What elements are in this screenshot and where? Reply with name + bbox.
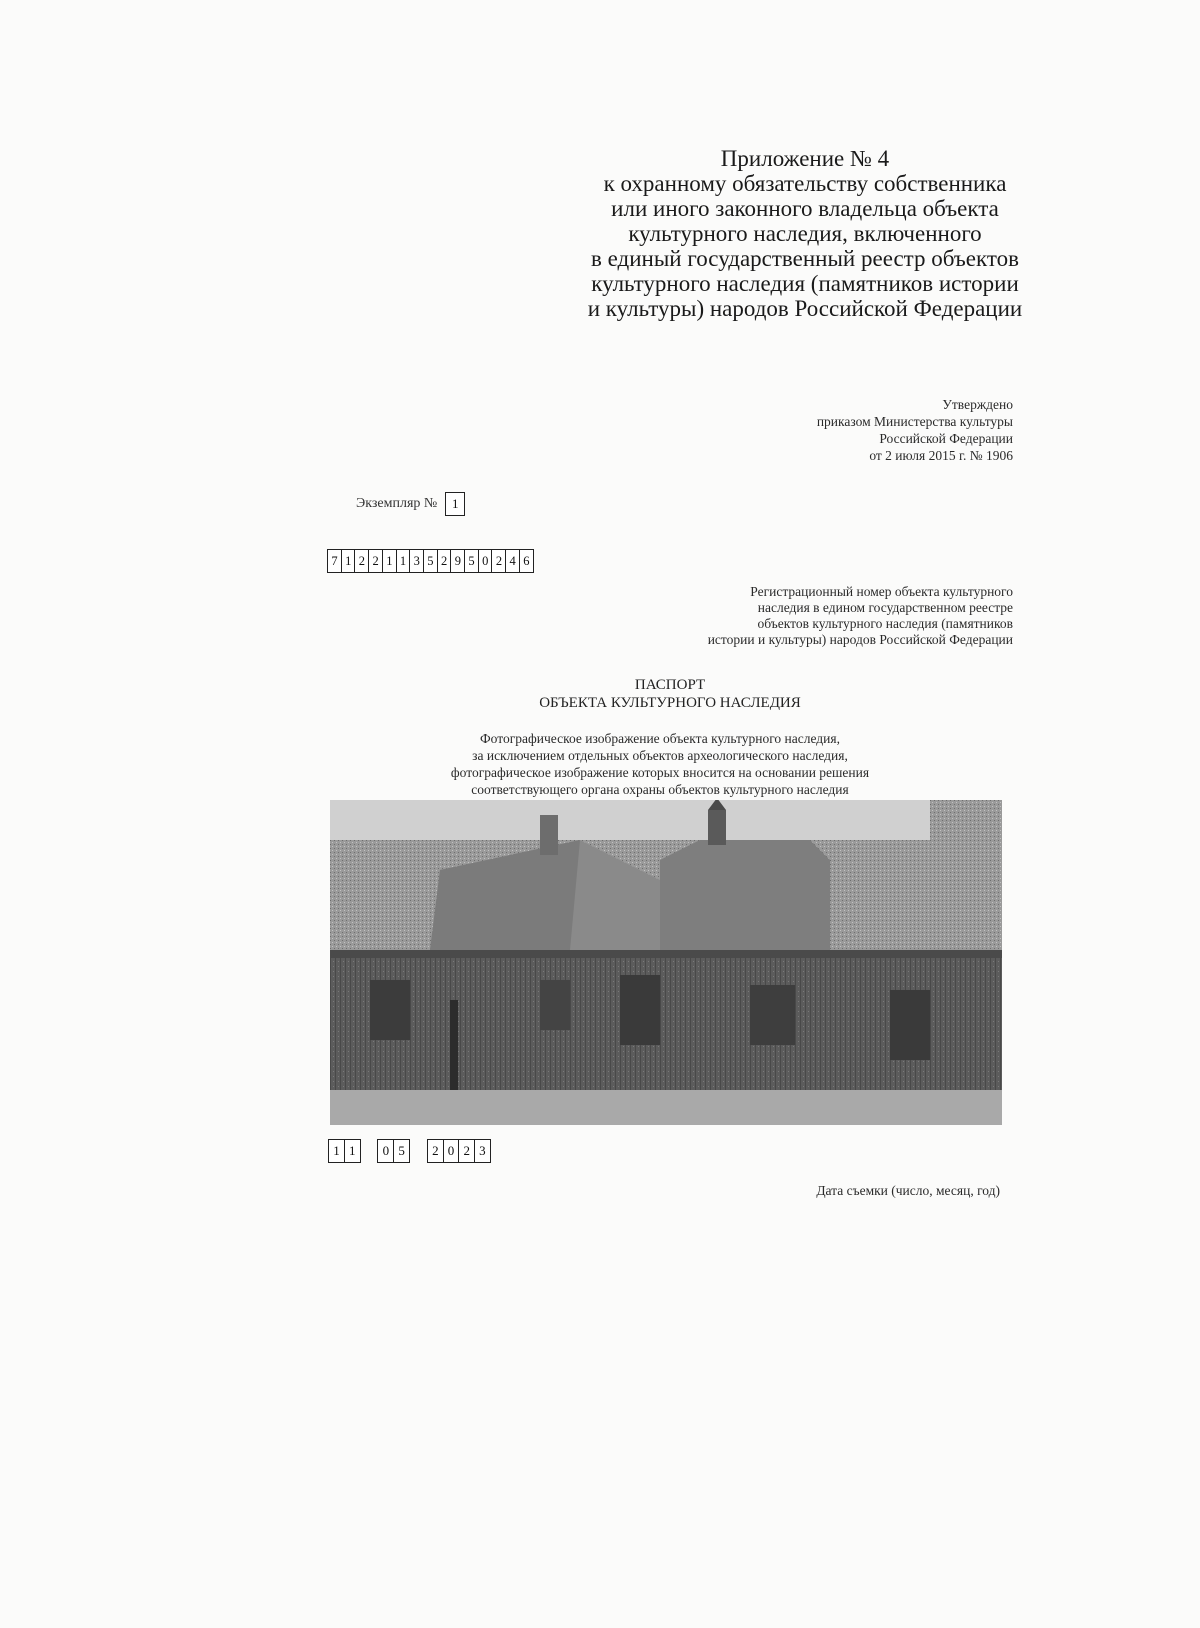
photo-caption-line: соответствующего органа охраны объектов культурного наследия — [471, 782, 849, 797]
heritage-building-photo — [330, 800, 1002, 1125]
appendix-line: культурного наследия, включенного — [628, 221, 982, 246]
shoot-date-caption: Дата съемки (число, месяц, год) — [816, 1183, 1000, 1198]
reg-caption-line: истории и культуры) народов Российской Федерации — [707, 632, 1013, 647]
approved-line: Утверждено — [942, 397, 1013, 412]
reg-digit: 2 — [368, 549, 383, 573]
photo-caption-line: за исключением отдельных объектов археологического наследия, — [472, 748, 848, 763]
reg-digit: 1 — [341, 549, 356, 573]
approved-line: от 2 июля 2015 г. № 1906 — [869, 448, 1013, 463]
appendix-line: или иного законного владельца объекта — [611, 196, 999, 221]
appendix-line: культурного наследия (памятников истории — [591, 271, 1019, 296]
date-digit: 5 — [393, 1139, 410, 1163]
registration-caption — [553, 584, 1013, 648]
reg-digit: 1 — [396, 549, 411, 573]
reg-digit: 2 — [354, 549, 369, 573]
approved-line: приказом Министерства культуры — [816, 414, 1013, 429]
date-month-group — [377, 1139, 408, 1163]
date-day-group — [328, 1139, 359, 1163]
reg-digit: 2 — [437, 549, 452, 573]
reg-caption-line: объектов культурного наследия (памятников — [757, 616, 1013, 631]
photo-caption-line: фотографическое изображение которых вносится на основании решения — [450, 765, 870, 780]
date-digit: 2 — [427, 1139, 444, 1163]
date-digit: 3 — [474, 1139, 491, 1163]
reg-caption-line: Регистрационный номер объекта культурного — [750, 584, 1013, 599]
date-digit: 0 — [377, 1139, 394, 1163]
building-illustration — [330, 800, 1002, 1125]
date-digit: 0 — [443, 1139, 460, 1163]
reg-digit: 5 — [464, 549, 479, 573]
reg-digit: 3 — [409, 549, 424, 573]
copy-number-box: 1 — [445, 492, 465, 516]
copy-label: Экземпляр № — [356, 496, 438, 511]
shoot-date-boxes — [328, 1139, 508, 1163]
passport-title-line: ОБЪЕКТА КУЛЬТУРНОГО НАСЛЕДИЯ — [539, 695, 801, 711]
approval-stamp-text — [653, 396, 1013, 464]
passport-title-line: ПАСПОРТ — [634, 677, 706, 693]
reg-caption-line: наследия в едином государственном реестре — [757, 600, 1013, 615]
registration-number-boxes — [327, 549, 533, 573]
date-digit: 1 — [328, 1139, 345, 1163]
reg-digit: 5 — [423, 549, 438, 573]
appendix-header — [520, 146, 1090, 321]
copy-number-row — [356, 490, 465, 518]
photo-caption — [355, 730, 965, 798]
appendix-line: в единый государственный реестр объектов — [591, 246, 1019, 271]
reg-digit: 9 — [450, 549, 465, 573]
appendix-line: Приложение № 4 — [720, 146, 890, 171]
reg-digit: 6 — [519, 549, 534, 573]
reg-digit: 4 — [505, 549, 520, 573]
date-year-group — [427, 1139, 490, 1163]
appendix-line: и культуры) народов Российской Федерации — [587, 296, 1023, 321]
appendix-line: к охранному обязательству собственника — [603, 171, 1007, 196]
passport-title — [420, 676, 920, 712]
reg-digit: 0 — [478, 549, 493, 573]
date-digit: 1 — [344, 1139, 361, 1163]
approved-line: Российской Федерации — [879, 431, 1013, 446]
reg-digit: 1 — [382, 549, 397, 573]
reg-digit: 7 — [327, 549, 342, 573]
reg-digit: 2 — [491, 549, 506, 573]
date-digit: 2 — [458, 1139, 475, 1163]
photo-caption-line: Фотографическое изображение объекта культурного наследия, — [480, 731, 840, 746]
